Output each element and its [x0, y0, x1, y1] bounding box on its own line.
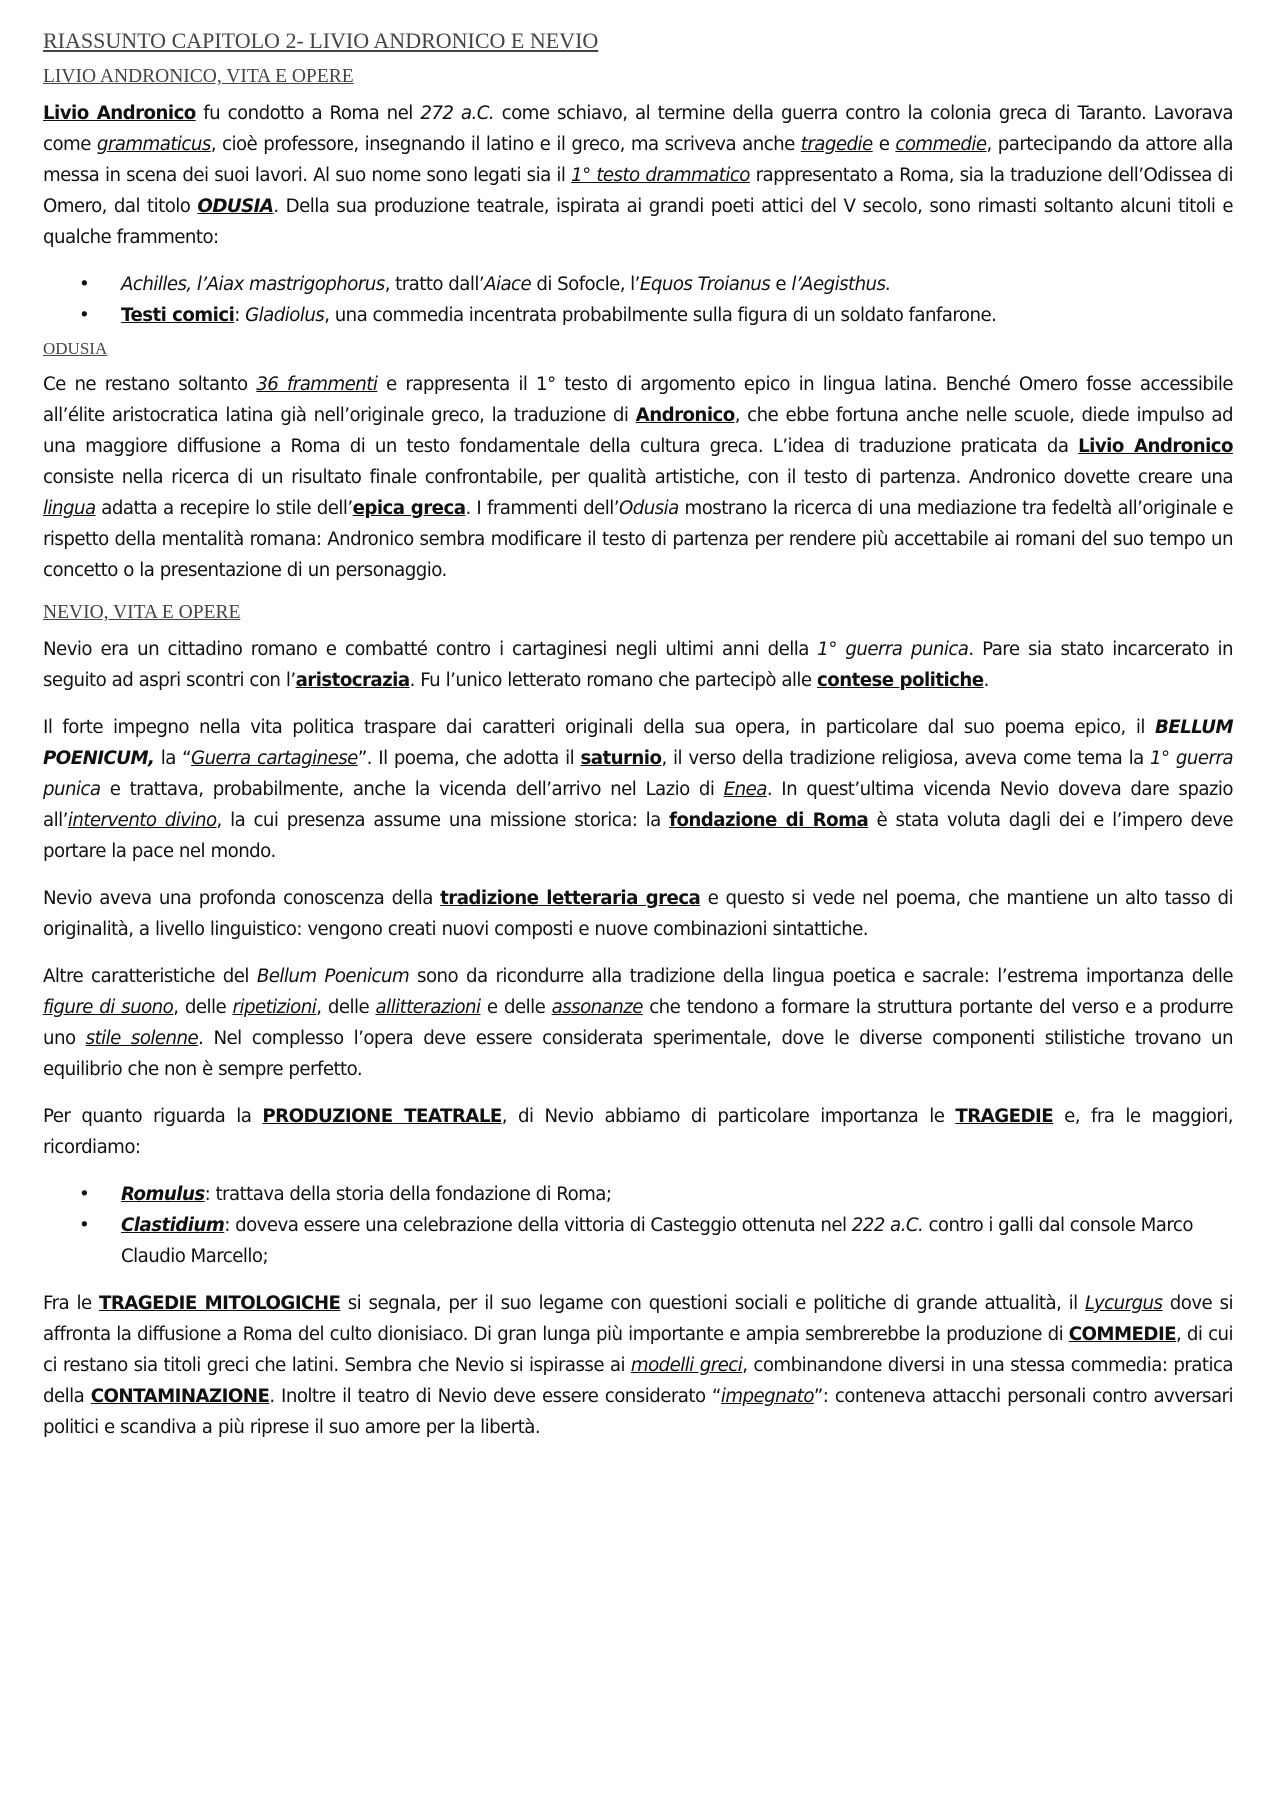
text-span: Guerra cartaginese — [191, 748, 358, 769]
paragraph-produzione-teatrale — [43, 1101, 1233, 1163]
bullet-icon: • — [79, 274, 90, 295]
text-span: e — [770, 274, 792, 295]
text-span: 1° testo drammatico — [571, 165, 750, 186]
text-span: Clastidium — [121, 1215, 225, 1236]
list-item — [43, 269, 1233, 300]
text-span: e questo si vede nel poema, che mantiene un alto tasso di originalità, a livello linguistico: vengono creati nuovi composti e nuove combinazioni sintattiche. — [43, 888, 1233, 940]
text-span: l’Aegisthus. — [791, 274, 891, 295]
text-span: che tendono a formare la struttura portante del verso e a produrre uno — [43, 997, 1234, 1049]
text-span: tragedie — [800, 134, 873, 155]
text-span: aristocrazia — [295, 670, 410, 691]
text-span: contese politiche — [817, 670, 984, 691]
text-span: Ce ne restano soltanto — [43, 374, 257, 395]
text-span: , una commedia incentrata probabilmente sulla figura di un soldato fanfarone. — [324, 305, 997, 326]
text-span: , il verso della tradizione religiosa, aveva come tema la — [661, 748, 1151, 769]
text-span: si segnala, per il suo legame con questioni sociali e politiche di grande attualità, il — [340, 1293, 1086, 1314]
text-span: Gladiolus — [245, 305, 325, 326]
text-span: intervento divino — [67, 810, 217, 831]
text-span: , combinandone diversi in una stessa commedia: pratica della — [43, 1355, 1233, 1407]
text-span: mostrano la ricerca di una mediazione tra fedeltà all’originale e rispetto della mentalità romana: Andronico sembra modificare il testo di partenza per rendere più accettabile ai romani del suo tempo un concetto o la presentazione di un personaggio. — [43, 498, 1234, 581]
text-span: Andronico — [635, 405, 735, 426]
text-span: , partecipando da attore alla messa in scena dei suoi lavori. Al suo nome sono legati sia il — [43, 134, 1234, 186]
paragraph-livio-bio — [43, 98, 1233, 253]
list-item — [43, 1179, 1233, 1210]
text-span: . — [983, 670, 989, 691]
text-span: TRAGEDIE — [955, 1106, 1054, 1127]
paragraph-bellum-poenicum — [43, 712, 1233, 867]
text-span: Livio Andronico — [43, 103, 196, 124]
text-span: Achilles, l’Aiax mastrigophorus — [121, 274, 385, 295]
text-span: fondazione di Roma — [669, 810, 869, 831]
section-heading-nevio: NEVIO, VITA E OPERE — [43, 602, 241, 623]
bullet-icon: • — [79, 1184, 90, 1205]
text-span: Il forte impegno nella vita politica traspare dai caratteri originali della sua opera, in particolare dal suo poema epico, il — [43, 717, 1155, 738]
text-span: rappresentato a Roma, sia la traduzione dell’Odissea di Omero, dal titolo — [43, 165, 1233, 217]
text-span: . I frammenti dell’ — [465, 498, 620, 519]
text-span: assonanze — [551, 997, 643, 1018]
text-span: , la cui presenza assume una missione storica: la — [216, 810, 670, 831]
text-span: dove si affronta la diffusione a Roma del culto dionisiaco. Di gran lunga più importante e ampia sembrerebbe la produzione di — [43, 1293, 1233, 1345]
text-span: COMMEDIE — [1068, 1324, 1177, 1345]
bullet-icon: • — [79, 305, 90, 326]
paragraph-tradizione — [43, 883, 1233, 945]
text-span: Nevio aveva una profonda conoscenza della — [43, 888, 441, 909]
text-span: consiste nella ricerca di un risultato finale confrontabile, per qualità artistiche, con il testo di partenza. Andronico dovette creare una — [43, 467, 1233, 488]
text-span: : trattava della storia della fondazione di Roma; — [204, 1184, 612, 1205]
text-span: stile solenne — [85, 1028, 199, 1049]
text-span: ”: conteneva attacchi personali contro avversari politici e scandiva a più riprese il suo amore per la libertà. — [43, 1386, 1233, 1438]
text-span: come schiavo, al termine della guerra contro la colonia greca di Taranto. Lavorava come — [43, 103, 1234, 155]
text-span: e rappresenta il 1° testo di argomento epico in lingua latina. Benché Omero fosse accessibile all’élite aristocratica latina già nell’originale greco, la traduzione di — [43, 374, 1233, 426]
text-span: fu condotto a Roma nel — [195, 103, 421, 124]
text-span: è stata voluta dagli dei e l’impero deve portare la pace nel mondo. — [43, 810, 1234, 862]
text-span: Nevio era un cittadino romano e combatté contro i cartaginesi negli ultimi anni della — [43, 639, 818, 660]
text-span: : doveva essere una celebrazione della vittoria di Casteggio ottenuta nel — [224, 1215, 852, 1236]
text-span: 272 a.C. — [420, 103, 495, 124]
text-span: , che ebbe fortuna anche nelle scuole, diede impulso ad una maggiore diffusione a Roma di un testo fondamentale della cultura greca. L’idea di traduzione praticata da — [43, 405, 1233, 457]
text-span: contro i galli dal console Marco Claudio Marcello; — [121, 1215, 1193, 1267]
text-span: e delle — [480, 997, 552, 1018]
text-span: CONTAMINAZIONE — [90, 1386, 270, 1407]
text-span: , di Nevio abbiamo di particolare importanza le — [501, 1106, 956, 1127]
section-heading-odusia: ODUSIA — [43, 339, 108, 358]
text-span: commedie — [895, 134, 987, 155]
text-span: impegnato — [720, 1386, 814, 1407]
text-span: Lycurgus — [1085, 1293, 1163, 1314]
text-span: grammaticus — [96, 134, 211, 155]
list-tragedie — [43, 1179, 1233, 1272]
list-livio-works — [43, 269, 1233, 331]
text-span: Odusia — [619, 498, 679, 519]
text-span: saturnio — [580, 748, 662, 769]
text-span: Romulus — [121, 1184, 205, 1205]
section-heading-livio: LIVIO ANDRONICO, VITA E OPERE — [43, 66, 354, 87]
text-span: . Pare sia stato incarcerato in seguito ad aspri scontri con l’ — [43, 639, 1233, 691]
text-span: . In quest’ultima vicenda Nevio doveva dare spazio all’ — [43, 779, 1233, 831]
text-span: : — [234, 305, 246, 326]
text-span: , cioè professore, insegnando il latino e il greco, ma scriveva anche — [210, 134, 801, 155]
text-span: . Inoltre il teatro di Nevio deve essere considerato “ — [269, 1386, 721, 1407]
text-span: , delle — [173, 997, 233, 1018]
bullet-icon: • — [79, 1215, 90, 1236]
text-span: allitterazioni — [375, 997, 481, 1018]
text-span: Per quanto riguarda la — [43, 1106, 263, 1127]
text-span: 1° guerra punica — [817, 639, 969, 660]
text-span: . Nel complesso l’opera deve essere considerata sperimentale, dove le diverse componenti stilistiche trovano un equilibrio che non è sempre perfetto. — [43, 1028, 1234, 1080]
text-span: , di cui ci restano sia titoli greci che latini. Sembra che Nevio si ispirasse ai — [43, 1324, 1233, 1376]
text-span: , tratto dall’ — [384, 274, 485, 295]
text-span: e — [872, 134, 896, 155]
document-title: RIASSUNTO CAPITOLO 2- LIVIO ANDRONICO E NEVIO — [43, 28, 599, 53]
text-span: Equos Troianus — [639, 274, 771, 295]
text-span: modelli greci — [630, 1355, 743, 1376]
text-span: 36 frammenti — [256, 374, 378, 395]
text-span: la “ — [154, 748, 192, 769]
paragraph-nevio-bio — [43, 634, 1233, 696]
paragraph-caratteristiche — [43, 961, 1233, 1085]
text-span: adatta a recepire lo stile dell’ — [95, 498, 353, 519]
text-span: e, fra le maggiori, ricordiamo: — [43, 1106, 1234, 1158]
text-span: ODUSIA — [197, 196, 274, 217]
text-span: ripetizioni — [232, 997, 317, 1018]
text-span: Aiace — [484, 274, 532, 295]
text-span: . Della sua produzione teatrale, ispirata ai grandi poeti attici del V secolo, sono rimasti soltanto alcuni titoli e qualche frammento: — [43, 196, 1233, 248]
text-span: figure di suono — [43, 997, 174, 1018]
text-span: TRAGEDIE MITOLOGICHE — [98, 1293, 341, 1314]
text-span: Bellum Poenicum — [256, 966, 410, 987]
text-span: di Sofocle, l’ — [531, 274, 640, 295]
text-span: PRODUZIONE TEATRALE — [262, 1106, 502, 1127]
text-span: tradizione letteraria greca — [440, 888, 701, 909]
text-span: Testi comici — [121, 305, 235, 326]
text-span: sono da ricondurre alla tradizione della lingua poetica e sacrale: l’estrema importanza delle — [409, 966, 1234, 987]
text-span: Fra le — [43, 1293, 99, 1314]
text-span: Livio Andronico — [1078, 436, 1233, 457]
text-span: 222 a.C. — [851, 1215, 924, 1236]
paragraph-tragedie-mitologiche — [43, 1288, 1233, 1443]
list-item — [43, 1210, 1233, 1272]
text-span: Altre caratteristiche del — [43, 966, 257, 987]
text-span: Enea — [723, 779, 767, 800]
text-span: 1° guerra punica — [43, 748, 1233, 800]
text-span: BELLUM POENICUM, — [43, 717, 1233, 769]
paragraph-odusia — [43, 369, 1233, 586]
text-span: lingua — [43, 498, 96, 519]
text-span: ”. Il poema, che adotta il — [357, 748, 581, 769]
text-span: . Fu l’unico letterato romano che partecipò alle — [409, 670, 818, 691]
text-span: e trattava, probabilmente, anche la vicenda dell’arrivo nel Lazio di — [100, 779, 724, 800]
list-item — [43, 300, 1233, 331]
document-page — [43, 28, 1233, 1459]
text-span: epica greca — [352, 498, 466, 519]
text-span: , delle — [316, 997, 376, 1018]
